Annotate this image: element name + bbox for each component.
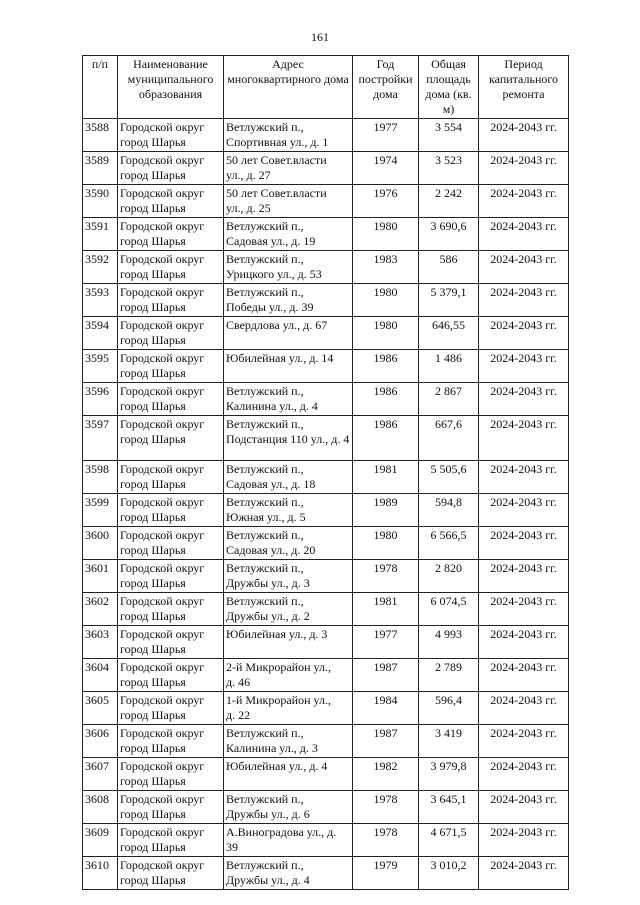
cell-period: 2024-2043 гг.	[479, 560, 569, 593]
cell-area: 3 419	[419, 725, 479, 758]
cell-org	[118, 416, 224, 461]
cell-period: 2024-2043 гг.	[479, 284, 569, 317]
cell-addr	[224, 857, 353, 890]
cell-org	[118, 824, 224, 857]
cell-num: 3588	[83, 119, 118, 152]
addr-line-1: Ветлужский п.,	[226, 858, 304, 872]
org-line-1: Городской округ	[120, 351, 205, 365]
cell-area: 3 554	[419, 119, 479, 152]
addr-line-2: Садовая ул., д. 19	[226, 234, 316, 248]
cell-area: 3 979,8	[419, 758, 479, 791]
table-row	[83, 185, 569, 218]
cell-num: 3600	[83, 527, 118, 560]
cell-year: 1981	[353, 461, 419, 494]
cell-num: 3607	[83, 758, 118, 791]
cell-period: 2024-2043 гг.	[479, 383, 569, 416]
cell-year: 1980	[353, 317, 419, 350]
cell-addr	[224, 185, 353, 218]
cell-org	[118, 284, 224, 317]
org-line-2: город Шарья	[120, 399, 186, 413]
org-line-1: Городской округ	[120, 561, 205, 575]
header-period: Период капитального ремонта	[479, 56, 569, 119]
cell-year: 1986	[353, 383, 419, 416]
org-line-1: Городской округ	[120, 825, 205, 839]
table-row	[83, 350, 569, 383]
addr-line-2: 39	[226, 840, 238, 854]
org-line-1: Городской округ	[120, 627, 205, 641]
cell-area: 1 486	[419, 350, 479, 383]
addr-line-2: Калинина ул., д. 3	[226, 741, 318, 755]
org-line-2: город Шарья	[120, 840, 186, 854]
org-line-1: Городской округ	[120, 219, 205, 233]
addr-line-2: Южная ул., д. 5	[226, 510, 306, 524]
cell-year: 1982	[353, 758, 419, 791]
org-line-1: Городской округ	[120, 285, 205, 299]
addr-line-2: ул., д. 27	[226, 168, 271, 182]
org-line-2: город Шарья	[120, 234, 186, 248]
cell-year: 1980	[353, 218, 419, 251]
org-line-1: Городской округ	[120, 417, 205, 431]
cell-year: 1976	[353, 185, 419, 218]
table-row	[83, 527, 569, 560]
org-line-1: Городской округ	[120, 384, 205, 398]
addr-line-1: Ветлужский п.,	[226, 462, 304, 476]
cell-org	[118, 758, 224, 791]
cell-area: 594,8	[419, 494, 479, 527]
cell-period: 2024-2043 гг.	[479, 416, 569, 461]
cell-period: 2024-2043 гг.	[479, 461, 569, 494]
addr-line-1: Ветлужский п.,	[226, 792, 304, 806]
header-year: Год постройки дома	[353, 56, 419, 119]
cell-period: 2024-2043 гг.	[479, 692, 569, 725]
org-line-2: город Шарья	[120, 609, 186, 623]
table-row	[83, 824, 569, 857]
org-line-2: город Шарья	[120, 168, 186, 182]
cell-area: 5 505,6	[419, 461, 479, 494]
addr-line-1: Ветлужский п.,	[226, 495, 304, 509]
table-row	[83, 152, 569, 185]
cell-addr	[224, 824, 353, 857]
table-row	[83, 560, 569, 593]
cell-area: 2 820	[419, 560, 479, 593]
cell-period: 2024-2043 гг.	[479, 857, 569, 890]
cell-addr	[224, 416, 353, 461]
org-line-2: город Шарья	[120, 432, 186, 446]
cell-num: 3609	[83, 824, 118, 857]
cell-addr	[224, 119, 353, 152]
org-line-2: город Шарья	[120, 333, 186, 347]
cell-addr	[224, 692, 353, 725]
cell-org	[118, 593, 224, 626]
cell-org	[118, 560, 224, 593]
cell-org	[118, 317, 224, 350]
cell-area: 6 074,5	[419, 593, 479, 626]
cell-org	[118, 383, 224, 416]
cell-year: 1974	[353, 152, 419, 185]
cell-num: 3597	[83, 416, 118, 461]
cell-addr	[224, 725, 353, 758]
addr-line-2: Дружбы ул., д. 3	[226, 576, 310, 590]
org-line-2: город Шарья	[120, 576, 186, 590]
org-line-1: Городской округ	[120, 495, 205, 509]
org-line-1: Городской округ	[120, 726, 205, 740]
header-addr: Адрес многоквартирного дома	[224, 56, 353, 119]
org-line-2: город Шарья	[120, 675, 186, 689]
table-row	[83, 461, 569, 494]
table-row	[83, 317, 569, 350]
addr-line-1: Ветлужский п.,	[226, 528, 304, 542]
housing-table	[82, 55, 569, 890]
cell-period: 2024-2043 гг.	[479, 758, 569, 791]
cell-num: 3591	[83, 218, 118, 251]
table-row	[83, 758, 569, 791]
addr-line-2: Дружбы ул., д. 6	[226, 807, 310, 821]
cell-period: 2024-2043 гг.	[479, 152, 569, 185]
addr-line-1: Ветлужский п.,	[226, 726, 304, 740]
cell-period: 2024-2043 гг.	[479, 725, 569, 758]
cell-num: 3592	[83, 251, 118, 284]
cell-year: 1978	[353, 791, 419, 824]
cell-num: 3606	[83, 725, 118, 758]
org-line-1: Городской округ	[120, 252, 205, 266]
cell-area: 3 010,2	[419, 857, 479, 890]
org-line-2: город Шарья	[120, 708, 186, 722]
cell-addr	[224, 560, 353, 593]
table-row	[83, 383, 569, 416]
cell-period: 2024-2043 гг.	[479, 593, 569, 626]
org-line-1: Городской округ	[120, 186, 205, 200]
cell-num: 3610	[83, 857, 118, 890]
addr-line-1: Ветлужский п.,	[226, 120, 304, 134]
org-line-2: город Шарья	[120, 741, 186, 755]
table-row	[83, 659, 569, 692]
org-line-2: город Шарья	[120, 135, 186, 149]
org-line-1: Городской округ	[120, 792, 205, 806]
cell-period: 2024-2043 гг.	[479, 119, 569, 152]
table-row	[83, 416, 569, 461]
cell-addr	[224, 758, 353, 791]
cell-addr	[224, 383, 353, 416]
cell-org	[118, 218, 224, 251]
cell-num: 3598	[83, 461, 118, 494]
cell-num: 3601	[83, 560, 118, 593]
cell-period: 2024-2043 гг.	[479, 527, 569, 560]
addr-line-2: Урицкого ул., д. 53	[226, 267, 322, 281]
cell-num: 3602	[83, 593, 118, 626]
cell-addr	[224, 527, 353, 560]
cell-org	[118, 791, 224, 824]
cell-period: 2024-2043 гг.	[479, 251, 569, 284]
cell-area: 5 379,1	[419, 284, 479, 317]
org-line-1: Городской округ	[120, 693, 205, 707]
org-line-1: Городской округ	[120, 759, 205, 773]
org-line-1: Городской округ	[120, 462, 205, 476]
cell-addr	[224, 593, 353, 626]
cell-num: 3589	[83, 152, 118, 185]
table-row	[83, 593, 569, 626]
addr-line-1: А.Виноградова ул., д.	[226, 825, 337, 839]
cell-org	[118, 857, 224, 890]
addr-line-1: Ветлужский п.,	[226, 561, 304, 575]
org-line-2: город Шарья	[120, 366, 186, 380]
cell-num: 3594	[83, 317, 118, 350]
cell-org	[118, 119, 224, 152]
cell-addr	[224, 461, 353, 494]
cell-year: 1983	[353, 251, 419, 284]
org-line-1: Городской округ	[120, 318, 205, 332]
addr-line-1: Юбилейная ул., д. 3	[226, 627, 328, 641]
cell-year: 1986	[353, 416, 419, 461]
cell-year: 1986	[353, 350, 419, 383]
cell-org	[118, 350, 224, 383]
addr-line-2: Садовая ул., д. 20	[226, 543, 316, 557]
cell-num: 3595	[83, 350, 118, 383]
cell-org	[118, 725, 224, 758]
cell-org	[118, 494, 224, 527]
table-row	[83, 284, 569, 317]
addr-line-1: Ветлужский п.,	[226, 285, 304, 299]
org-line-1: Городской округ	[120, 858, 205, 872]
cell-org	[118, 185, 224, 218]
org-line-2: город Шарья	[120, 873, 186, 887]
cell-year: 1979	[353, 857, 419, 890]
cell-year: 1989	[353, 494, 419, 527]
cell-year: 1978	[353, 560, 419, 593]
addr-line-2: Победы ул., д. 39	[226, 300, 314, 314]
table-row	[83, 626, 569, 659]
table-body	[83, 119, 569, 890]
addr-line-1: Юбилейная ул., д. 14	[226, 351, 334, 365]
cell-area: 3 645,1	[419, 791, 479, 824]
org-line-2: город Шарья	[120, 201, 186, 215]
cell-year: 1984	[353, 692, 419, 725]
cell-num: 3596	[83, 383, 118, 416]
addr-line-2: ул., д. 25	[226, 201, 271, 215]
cell-num: 3605	[83, 692, 118, 725]
cell-area: 3 690,6	[419, 218, 479, 251]
cell-addr	[224, 791, 353, 824]
table-header-row	[83, 56, 569, 119]
cell-num: 3590	[83, 185, 118, 218]
table-row	[83, 494, 569, 527]
addr-line-1: 1-й Микрорайон ул.,	[226, 693, 331, 707]
cell-org	[118, 152, 224, 185]
cell-period: 2024-2043 гг.	[479, 494, 569, 527]
cell-area: 646,55	[419, 317, 479, 350]
org-line-2: город Шарья	[120, 477, 186, 491]
cell-period: 2024-2043 гг.	[479, 218, 569, 251]
org-line-1: Городской округ	[120, 153, 205, 167]
org-line-1: Городской округ	[120, 594, 205, 608]
org-line-2: город Шарья	[120, 642, 186, 656]
cell-period: 2024-2043 гг.	[479, 185, 569, 218]
cell-num: 3603	[83, 626, 118, 659]
org-line-2: город Шарья	[120, 774, 186, 788]
cell-num: 3604	[83, 659, 118, 692]
addr-line-1: Ветлужский п.,	[226, 252, 304, 266]
cell-year: 1987	[353, 725, 419, 758]
cell-year: 1977	[353, 626, 419, 659]
org-line-2: город Шарья	[120, 807, 186, 821]
table-row	[83, 251, 569, 284]
org-line-2: город Шарья	[120, 267, 186, 281]
table-row	[83, 725, 569, 758]
addr-line-1: Свердлова ул., д. 67	[226, 318, 328, 332]
cell-org	[118, 461, 224, 494]
addr-line-1: 50 лет Совет.власти	[226, 153, 327, 167]
org-line-2: город Шарья	[120, 543, 186, 557]
cell-area: 6 566,5	[419, 527, 479, 560]
cell-period: 2024-2043 гг.	[479, 824, 569, 857]
addr-line-1: Ветлужский п.,	[226, 219, 304, 233]
table-row	[83, 791, 569, 824]
cell-period: 2024-2043 гг.	[479, 350, 569, 383]
cell-org	[118, 626, 224, 659]
addr-line-1: Ветлужский п.,	[226, 384, 304, 398]
cell-area: 586	[419, 251, 479, 284]
table-row	[83, 119, 569, 152]
page-number: 161	[311, 30, 329, 44]
addr-line-2: Дружбы ул., д. 4	[226, 873, 310, 887]
cell-addr	[224, 284, 353, 317]
cell-addr	[224, 626, 353, 659]
cell-period: 2024-2043 гг.	[479, 626, 569, 659]
header-area: Общая площадь дома (кв. м)	[419, 56, 479, 119]
addr-line-1: Юбилейная ул., д. 4	[226, 759, 328, 773]
cell-year: 1978	[353, 824, 419, 857]
addr-line-1: 2-й Микрорайон ул.,	[226, 660, 331, 674]
addr-line-2: Спортивная ул., д. 1	[226, 135, 329, 149]
addr-line-2: д. 46	[226, 675, 251, 689]
addr-line-1: Ветлужский п.,	[226, 417, 304, 431]
table-row	[83, 857, 569, 890]
cell-period: 2024-2043 гг.	[479, 791, 569, 824]
org-line-2: город Шарья	[120, 510, 186, 524]
addr-line-2: Подстанция 110 ул., д. 4	[226, 432, 350, 446]
cell-num: 3593	[83, 284, 118, 317]
cell-addr	[224, 218, 353, 251]
table-row	[83, 218, 569, 251]
header-num: п/п	[83, 56, 118, 119]
cell-year: 1977	[353, 119, 419, 152]
cell-year: 1980	[353, 527, 419, 560]
org-line-1: Городской округ	[120, 528, 205, 542]
org-line-1: Городской округ	[120, 120, 205, 134]
cell-org	[118, 659, 224, 692]
cell-area: 2 789	[419, 659, 479, 692]
org-line-1: Городской округ	[120, 660, 205, 674]
addr-line-1: 50 лет Совет.власти	[226, 186, 327, 200]
cell-year: 1980	[353, 284, 419, 317]
addr-line-2: Калинина ул., д. 4	[226, 399, 318, 413]
addr-line-2: Дружбы ул., д. 2	[226, 609, 310, 623]
cell-addr	[224, 494, 353, 527]
cell-addr	[224, 350, 353, 383]
cell-org	[118, 527, 224, 560]
cell-area: 4 671,5	[419, 824, 479, 857]
cell-area: 667,6	[419, 416, 479, 461]
addr-line-2: Садовая ул., д. 18	[226, 477, 316, 491]
cell-period: 2024-2043 гг.	[479, 659, 569, 692]
cell-year: 1981	[353, 593, 419, 626]
cell-period: 2024-2043 гг.	[479, 317, 569, 350]
addr-line-2: д. 22	[226, 708, 251, 722]
cell-area: 2 867	[419, 383, 479, 416]
cell-addr	[224, 317, 353, 350]
cell-area: 3 523	[419, 152, 479, 185]
table-row	[83, 692, 569, 725]
cell-year: 1987	[353, 659, 419, 692]
cell-org	[118, 692, 224, 725]
header-org: Наименование муниципального образования	[118, 56, 224, 119]
cell-area: 596,4	[419, 692, 479, 725]
cell-addr	[224, 659, 353, 692]
cell-addr	[224, 152, 353, 185]
cell-num: 3599	[83, 494, 118, 527]
org-line-2: город Шарья	[120, 300, 186, 314]
cell-addr	[224, 251, 353, 284]
cell-org	[118, 251, 224, 284]
cell-area: 4 993	[419, 626, 479, 659]
addr-line-1: Ветлужский п.,	[226, 594, 304, 608]
cell-num: 3608	[83, 791, 118, 824]
cell-area: 2 242	[419, 185, 479, 218]
